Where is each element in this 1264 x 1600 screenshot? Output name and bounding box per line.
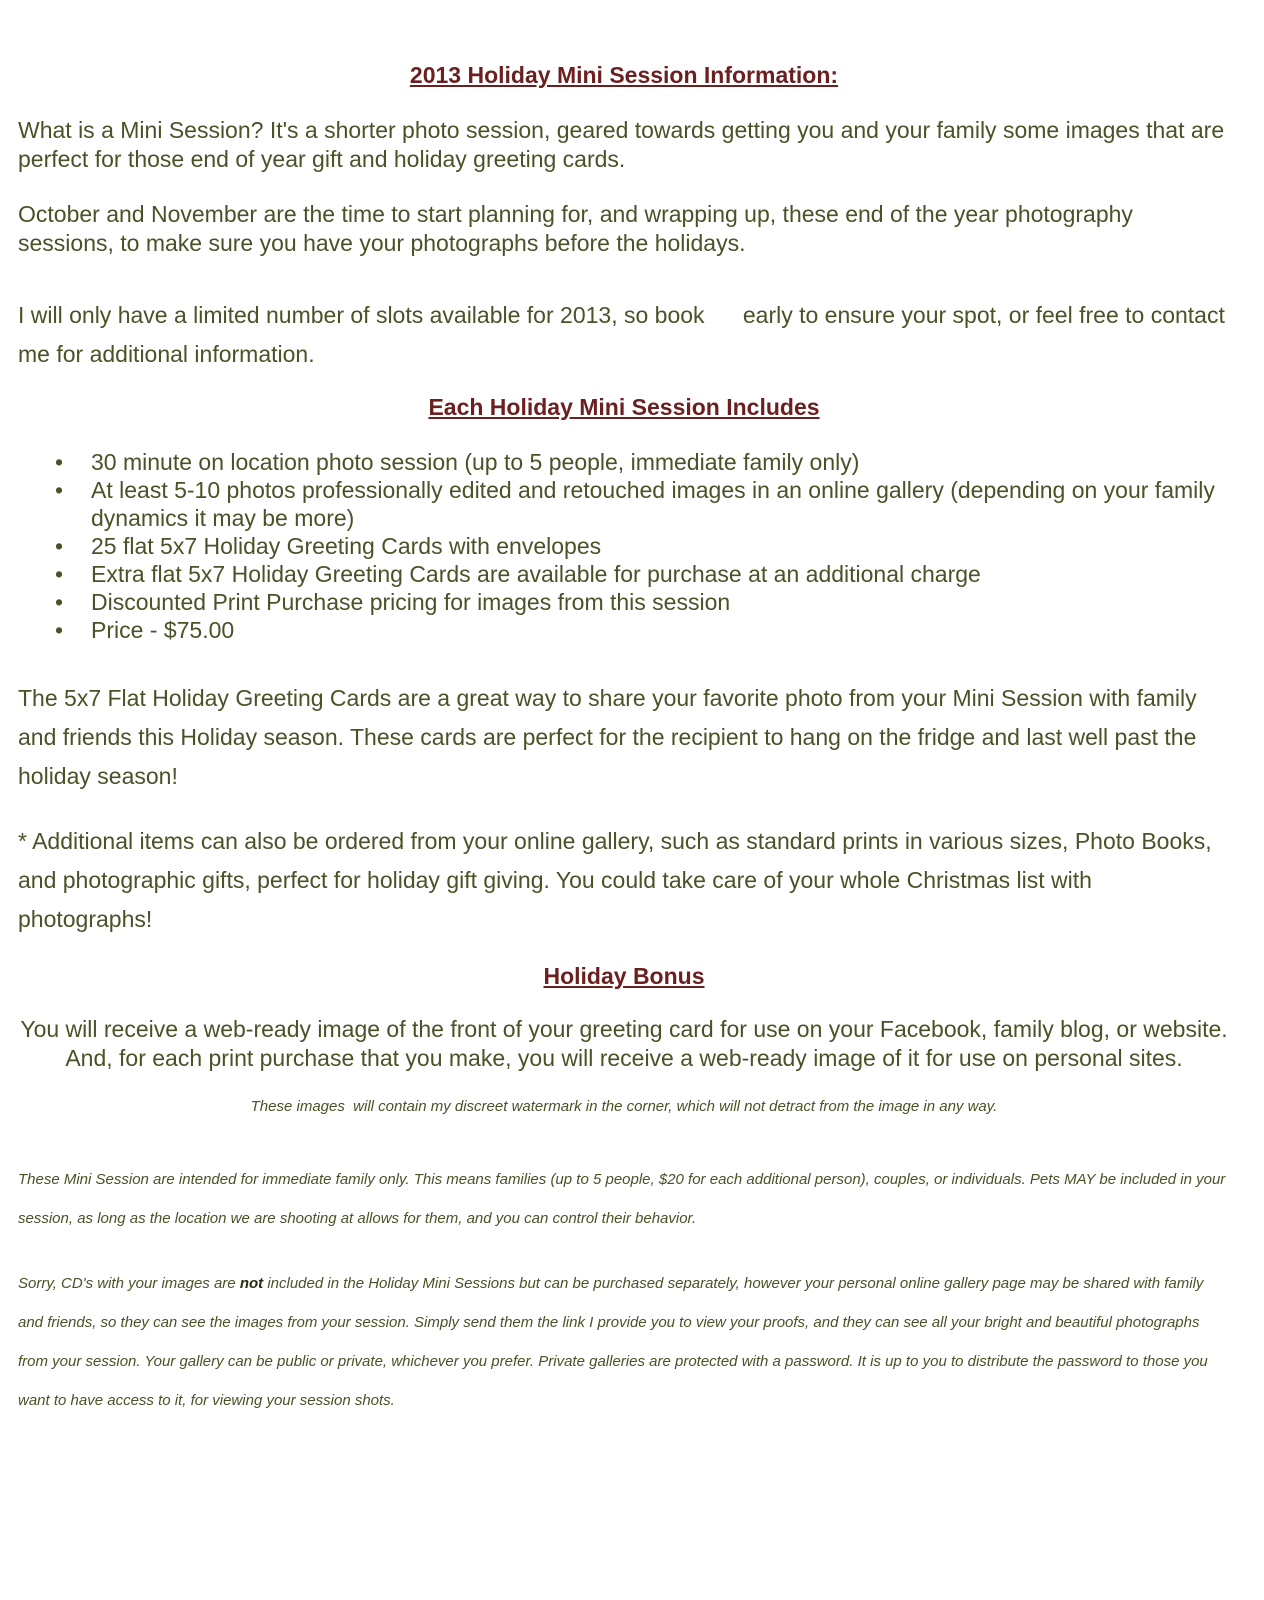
bullet-icon: • [55, 477, 64, 503]
page-title: 2013 Holiday Mini Session Information: [409, 62, 839, 88]
cd-note-start: Sorry, CD's with your images are [18, 1275, 240, 1292]
additional-items-paragraph: * Additional items can also be ordered from your online gallery, such as standard prints in various sizes, Photo Books, and photographic gifts, perfect for holiday gift giving. You could take care of your whole Christmas list with photographs! [18, 828, 1212, 932]
family-note: These Mini Session are intended for immediate family only. This means families (up to 5 people, $20 for each additional person), couples, or individuals. Pets MAY be included in your session, as long as the location we are shooting at allows for them, and you can control their behavior. [18, 1171, 1226, 1227]
list-item-text: Extra flat 5x7 Holiday Greeting Cards are available for purchase at an additional charge [91, 561, 981, 587]
watermark-note: These images will contain my discreet watermark in the corner, which will not detract from the image in any way. [250, 1098, 998, 1115]
cd-note-emphasis: not [239, 1275, 264, 1292]
cd-note-rest: included in the Holiday Mini Sessions but can be purchased separately, however your personal online gallery page may be shared with family and friends, so they can see the images from your session. Simply send them the link I provide you to view your proofs, and they can see all your bright and beautiful photographs from your session. Your gallery can be public or private, whichever you prefer. Private galleries are protected with a password. It is up to you to distribute the password to those you want to have access to it, for viewing your session shots. [18, 1275, 1208, 1409]
includes-heading: Each Holiday Mini Session Includes [428, 394, 820, 420]
list-item [18, 560, 1230, 588]
cd-note [18, 1264, 1230, 1420]
list-item-text: At least 5-10 photos professionally edited and retouched images in an online gallery (depending on your family dynamics it may be more) [91, 477, 1215, 531]
bonus-text: You will receive a web-ready image of the front of your greeting card for use on your Facebook, family blog, or website. And, for each print purchase that you make, you will receive a web-ready image of it for use on personal sites. [20, 1016, 1228, 1071]
list-item [18, 616, 1230, 644]
list-item-text: Discounted Print Purchase pricing for images from this session [91, 589, 731, 615]
intro-timing: October and November are the time to start planning for, and wrapping up, these end of the year photography sessions, to make sure you have your photographs before the holidays. [18, 201, 1133, 256]
list-item [18, 532, 1230, 560]
bullet-icon: • [55, 589, 64, 615]
list-item [18, 476, 1230, 532]
document-page [18, 60, 1230, 1420]
intro-slots: I will only have a limited number of slots available for 2013, so book early to ensure your spot, or feel free to contact me for additional information. [18, 302, 1232, 367]
cards-paragraph: The 5x7 Flat Holiday Greeting Cards are a great way to share your favorite photo from your Mini Session with family and friends this Holiday season. These cards are perfect for the recipient to hang on the fridge and last well past the holiday season! [18, 685, 1197, 789]
bullet-icon: • [55, 449, 64, 475]
list-item [18, 448, 1230, 476]
includes-list [18, 448, 1230, 644]
list-item-text: 25 flat 5x7 Holiday Greeting Cards with envelopes [91, 533, 602, 559]
bullet-icon: • [55, 617, 64, 643]
bullet-icon: • [55, 561, 64, 587]
intro-what-is: What is a Mini Session? It's a shorter photo session, geared towards getting you and your family some images that are perfect for those end of year gift and holiday greeting cards. [18, 117, 1225, 172]
bullet-icon: • [55, 533, 64, 559]
list-item-text: 30 minute on location photo session (up to 5 people, immediate family only) [91, 449, 860, 475]
bonus-heading: Holiday Bonus [543, 963, 705, 989]
list-item-text: Price - $75.00 [91, 617, 235, 643]
list-item [18, 588, 1230, 616]
